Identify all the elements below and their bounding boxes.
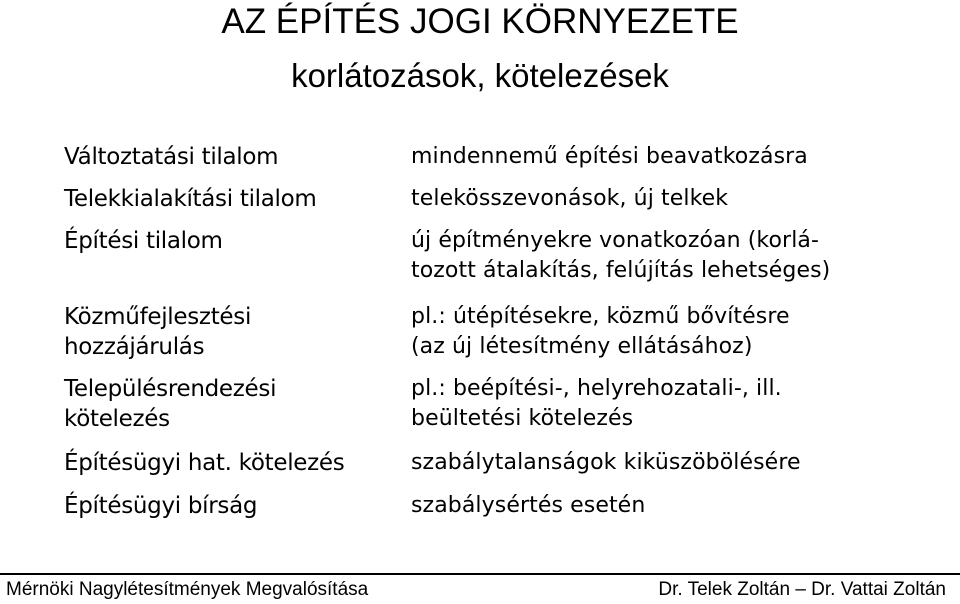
item-description-line: szabálytalanságok kiküszöbölésére (411, 450, 801, 475)
item-description-line: (az új létesítmény ellátásához) (411, 334, 753, 359)
item-term-line: Építési tilalom (64, 228, 223, 254)
item-description (411, 226, 951, 286)
item-term (64, 374, 394, 434)
item-term (64, 184, 394, 214)
item-description (411, 184, 951, 214)
item-description (411, 142, 951, 172)
item-term-line: Településrendezési (64, 376, 277, 402)
item-description (411, 448, 951, 478)
item-description (411, 491, 951, 521)
item-description (411, 302, 951, 362)
item-description-line: pl.: beépítési-, helyrehozatali-, ill. (411, 376, 782, 401)
item-description-line: új építményekre vonatkozóan (korlá- (411, 228, 820, 253)
item-term (64, 448, 394, 478)
item-term-line: Telekkialakítási tilalom (64, 186, 317, 212)
item-description-line: mindennemű építési beavatkozásra (411, 144, 808, 169)
item-description-line: beültetési kötelezés (411, 406, 634, 431)
item-term (64, 491, 394, 521)
item-term-line: Változtatási tilalom (64, 144, 279, 170)
item-term (64, 226, 394, 256)
footer-authors: Dr. Telek Zoltán – Dr. Vattai Zoltán (658, 579, 946, 600)
item-term (64, 142, 394, 172)
item-term-line: Közműfejlesztési (64, 304, 252, 330)
footer-course-name: Mérnöki Nagylétesítmények Megvalósítása (6, 579, 369, 600)
footer-divider (0, 573, 960, 575)
item-term (64, 302, 394, 362)
item-description-line: pl.: útépítésekre, közmű bővítésre (411, 304, 790, 329)
item-description-line: szabálysértés esetén (411, 493, 646, 518)
item-term-line: kötelezés (64, 406, 170, 432)
item-description (411, 374, 951, 434)
item-term-line: Építésügyi hat. kötelezés (64, 450, 345, 476)
item-description-line: telekösszevonások, új telkek (411, 186, 729, 211)
slide-subtitle: korlátozások, kötelezések (291, 57, 669, 94)
item-term-line: Építésügyi bírság (64, 493, 258, 519)
item-term-line: hozzájárulás (64, 334, 205, 360)
item-description-line: tozott átalakítás, felújítás lehetséges) (411, 258, 831, 283)
slide-title: AZ ÉPÍTÉS JOGI KÖRNYEZETE (221, 2, 739, 41)
